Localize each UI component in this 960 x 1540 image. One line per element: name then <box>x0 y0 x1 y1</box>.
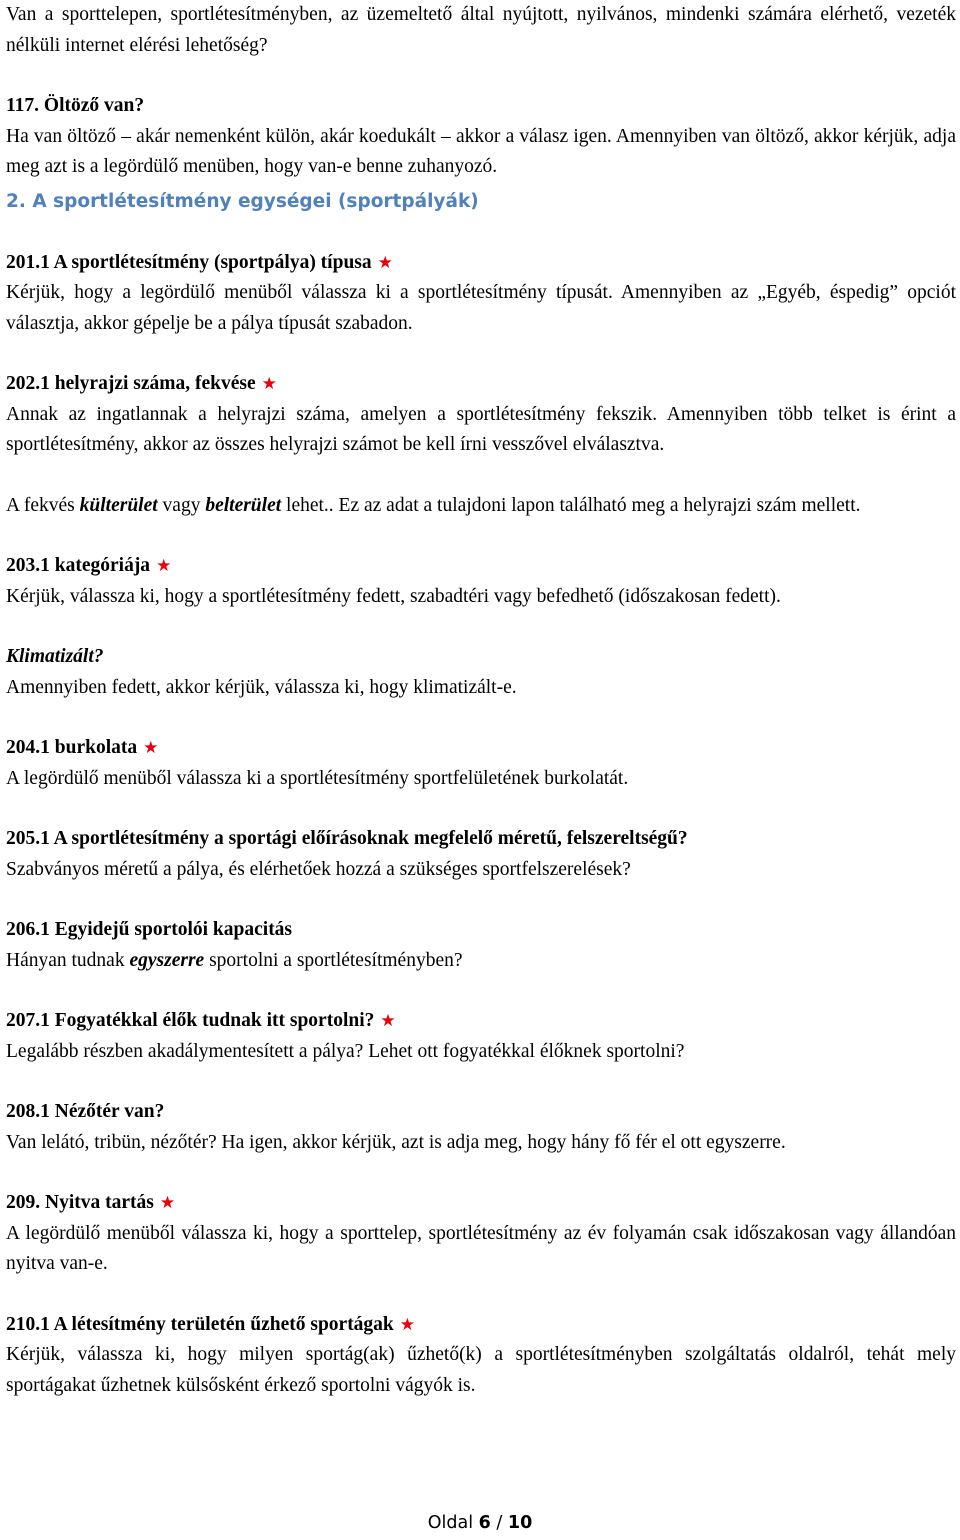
q210-title <box>6 1310 956 1341</box>
star-icon: ★ <box>377 252 393 273</box>
document-page <box>6 0 956 1401</box>
star-icon: ★ <box>380 1011 396 1031</box>
q202-note-suffix: lehet.. Ez az adat a tulajdoni lapon található meg a helyrajzi szám mellett. <box>281 494 861 516</box>
star-icon: ★ <box>156 556 172 576</box>
q202-title <box>6 369 956 400</box>
page-label: Oldal <box>427 1513 474 1533</box>
q202-term-kulterulet: külterület <box>79 494 158 516</box>
page-footer <box>0 1508 960 1538</box>
star-icon: ★ <box>143 738 159 758</box>
q209-text: A legördülő menüből válassza ki, hogy a sporttelep, sportlétesítmény az év folyamán csak időszakosan vagy állandóan nyitva van-e. <box>6 1222 956 1274</box>
q207-text: Legalább részben akadálymentesített a pálya? Lehet ott fogyatékkal élőknek sportolni? <box>6 1040 685 1062</box>
total-page-count: 10 <box>507 1513 533 1533</box>
q203-text: Kérjük, válassza ki, hogy a sportlétesítmény fedett, szabadtéri vagy befedhető (időszakosan fedett). <box>6 585 781 607</box>
current-page-number: 6 <box>478 1513 491 1533</box>
q202-note-prefix: A fekvés <box>6 494 80 516</box>
q203-title <box>6 551 956 582</box>
q207-title <box>6 1006 956 1037</box>
q202-term-belterulet: belterület <box>205 494 282 516</box>
q202-note <box>6 491 956 522</box>
q206-text-suffix: sportolni a sportlétesítményben? <box>204 949 463 971</box>
section-2-heading: 2. A sportlétesítmény egységei (sportpályák) <box>6 190 479 212</box>
star-icon: ★ <box>159 1193 176 1213</box>
q206-text <box>6 946 956 977</box>
star-icon: ★ <box>261 374 277 394</box>
q205-text: Szabványos méretű a pálya, és elérhetőek hozzá a szükséges sportfelszerelések? <box>6 858 631 880</box>
q204-text: A legördülő menüből válassza ki a sportlétesítmény sportfelületének burkolatát. <box>6 767 629 789</box>
intro-paragraph: Van a sporttelepen, sportlétesítményben, az üzemeltető által nyújtott, nyilvános, mindenki számára elérhető, vezeték nélküli internet elérési lehetőség? <box>6 4 956 56</box>
q203-sub-text: Amennyiben fedett, akkor kérjük, válassza ki, hogy klimatizált-e. <box>6 676 517 698</box>
q202-note-mid: vagy <box>157 494 206 516</box>
q206-text-emphasis: egyszerre <box>129 949 205 971</box>
q206-title: 206.1 Egyidejű sportolói kapacitás <box>6 919 293 940</box>
star-icon: ★ <box>399 1314 416 1335</box>
q117-title: 117. Öltöző van? <box>6 95 145 116</box>
page-separator: / <box>490 1513 508 1533</box>
q117-text: Ha van öltöző – akár nemenként külön, akár koedukált – akkor a válasz igen. Amennyiben van öltöző, akkor kérjük, adja meg azt is a legördülő menüben, hogy van-e benne zuhanyozó. <box>6 125 956 177</box>
q202-text: Annak az ingatlannak a helyrajzi száma, amelyen a sportlétesítmény fekszik. Amennyiben több telket is érint a sportlétesítmény, akkor az összes helyrajzi számot be kell írni vesszővel elválasztva. <box>6 403 956 455</box>
q201-text: Kérjük, hogy a legördülő menüből válassza ki a sportlétesítmény típusát. Amennyiben az „Egyéb, éspedig” opciót választja, akkor gépelje be a pálya típusát szabadon. <box>6 282 956 334</box>
q210-text: Kérjük, válassza ki, hogy milyen sportág(ak) űzhető(k) a sportlétesítményben szolgáltatás oldalról, tehát mely sportágakat űzhetnek külsősként érkező sportolni vágyók is. <box>6 1344 956 1396</box>
q207-title-text: 207.1 Fogyatékkal élők tudnak itt sportolni? <box>6 1010 375 1031</box>
q208-title: 208.1 Nézőtér van? <box>6 1101 165 1122</box>
q204-title-text: 204.1 burkolata <box>6 737 138 758</box>
q201-title <box>6 248 956 279</box>
q208-text: Van lelátó, tribün, nézőtér? Ha igen, akkor kérjük, azt is adja meg, hogy hány fő fér el ott egyszerre. <box>6 1131 786 1153</box>
q202-title-text: 202.1 helyrajzi száma, fekvése <box>6 373 256 394</box>
q203-sub-title: Klimatizált? <box>6 646 104 667</box>
q204-title <box>6 733 956 764</box>
q206-text-prefix: Hányan tudnak <box>6 949 130 971</box>
q210-title-text: 210.1 A létesítmény területén űzhető sportágak <box>6 1313 394 1335</box>
q203-title-text: 203.1 kategóriája <box>6 555 151 576</box>
q205-title: 205.1 A sportlétesítmény a sportági előírásoknak megfelelő méretű, felszereltségű? <box>6 828 688 849</box>
q209-title <box>6 1188 956 1219</box>
q209-title-text: 209. Nyitva tartás <box>6 1192 154 1213</box>
q201-title-text: 201.1 A sportlétesítmény (sportpálya) típusa <box>6 251 372 273</box>
